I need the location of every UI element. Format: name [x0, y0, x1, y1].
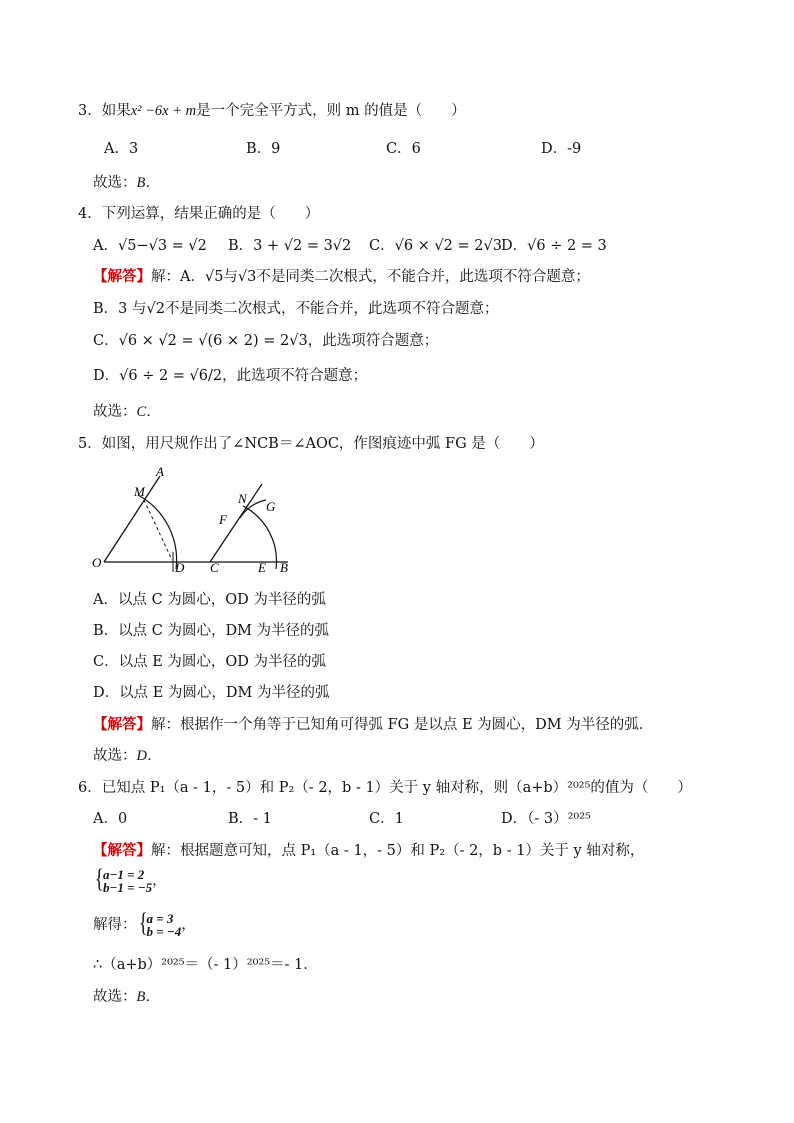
q3-expression: x² −6x + m — [130, 103, 197, 119]
ray-oa — [104, 476, 160, 562]
q5-geometry-figure — [92, 464, 302, 579]
q6-option-a: A．0 — [93, 811, 128, 827]
q6-option-c: C．1 — [369, 811, 404, 827]
arc-md — [138, 495, 177, 569]
q5-solution: 【解答】解：根据作一个角等于已知角可得弧 FG 是以点 E 为圆心，DM 为半径的弧． — [93, 716, 654, 733]
label-m: M — [134, 484, 145, 499]
q6-stem: 6．已知点 P₁（a - 1，- 5）和 P₂（- 2，b - 1）关于 y 轴对称，则（a+b）²⁰²⁵的值为（ ） — [78, 780, 692, 796]
label-g: G — [266, 499, 276, 514]
q4-solution-line-2: B．3 与√2不是同类二次根式，不能合并，此选项不符合题意； — [93, 301, 499, 317]
q4-option-b: B．3 + √2 = 3√2 — [228, 238, 352, 254]
label-b: B — [280, 560, 288, 575]
solution-tag: 【解答】 — [93, 716, 151, 733]
q5-option-c: C．以点 E 为圆心，OD 为半径的弧 — [93, 654, 327, 670]
solution-tag: 【解答】 — [93, 268, 151, 285]
q5-option-a: A．以点 C 为圆心，OD 为半径的弧 — [93, 592, 326, 608]
q4-solution-line-4: D．√6 ÷ 2 = √6/2，此选项不符合题意； — [93, 368, 368, 384]
q5-answer: 故选：D． — [93, 748, 162, 764]
label-a: A — [156, 464, 164, 479]
q5-option-d: D．以点 E 为圆心，DM 为半径的弧 — [93, 685, 330, 701]
q6-solution: 【解答】解：根据题意可知，点 P₁（a - 1，- 5）和 P₂（- 2，b - 1）关于 y 轴对称， — [93, 842, 645, 859]
q3-answer: 故选：B． — [93, 175, 160, 191]
q4-option-a: A．√5−√3 = √2 — [93, 238, 207, 254]
ray-cn — [210, 484, 262, 562]
label-f: F — [219, 512, 227, 527]
q6-therefore: ∴（a+b）²⁰²⁵＝（- 1）²⁰²⁵＝- 1． — [93, 957, 318, 973]
q3-option-c: C．6 — [386, 141, 421, 157]
q3-option-d: D．-9 — [541, 141, 582, 157]
q4-solution-line-1: 【解答】解：A．√5与√3不是同类二次根式，不能合并，此选项不符合题意； — [93, 268, 590, 285]
segment-md — [144, 500, 172, 560]
q4-option-d: D．√6 ÷ 2 = 3 — [501, 238, 607, 254]
q4-answer: 故选：C． — [93, 404, 161, 420]
q4-solution-line-3: C．√6 × √2 = √(6 × 2) = 2√3，此选项符合题意； — [93, 333, 439, 349]
q4-option-c: C．√6 × √2 = 2√3 — [369, 238, 502, 254]
label-e: E — [258, 560, 266, 575]
q5-stem: 5．如图，用尺规作出了∠NCB＝∠AOC，作图痕迹中弧 FG 是（ ） — [78, 436, 544, 452]
q3-stem: 3．如果x² −6x + m是一个完全平方式，则 m 的值是（ ） — [78, 103, 466, 119]
q5-option-b: B．以点 C 为圆心，DM 为半径的弧 — [93, 623, 330, 639]
label-o: O — [92, 555, 102, 570]
label-c: C — [210, 560, 219, 575]
label-d: D — [175, 560, 185, 575]
q6-option-d: D．（- 3）²⁰²⁵ — [501, 811, 591, 827]
q6-solve: 解得： { a = 3 b = −4 ， — [93, 908, 196, 939]
label-n: N — [238, 491, 247, 506]
q6-system-1: { a−1 = 2 b−1 = −5 ， — [94, 864, 167, 895]
q4-stem: 4．下列运算，结果正确的是（ ） — [78, 206, 320, 222]
solution-tag: 【解答】 — [93, 842, 151, 859]
q3-option-b: B．9 — [246, 141, 281, 157]
q6-answer: 故选：B． — [93, 989, 160, 1005]
q3-option-a: A．3 — [104, 141, 139, 157]
q6-option-b: B．- 1 — [228, 811, 272, 827]
